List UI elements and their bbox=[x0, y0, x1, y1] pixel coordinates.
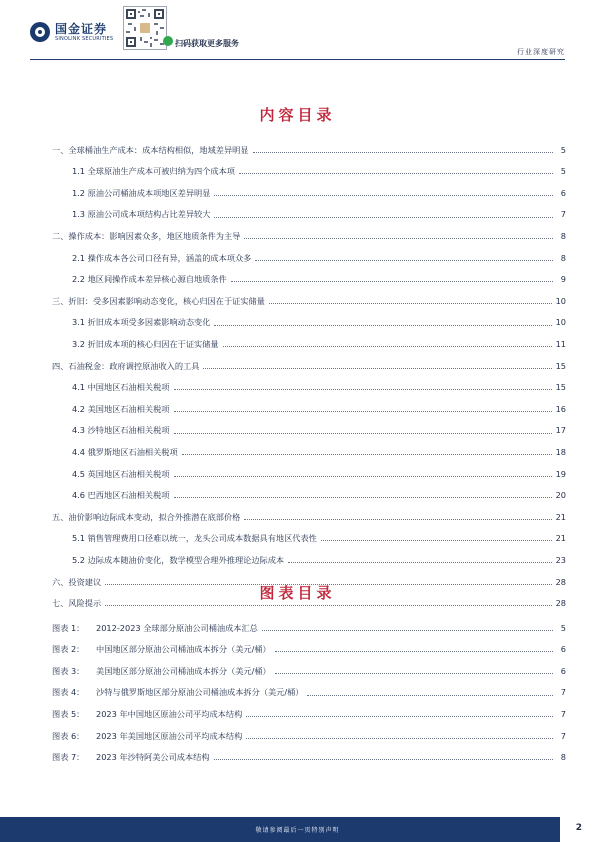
figure-leader-dots bbox=[307, 695, 553, 696]
toc-entry-label: 1.2 原油公司桶油成本项地区差异明显 bbox=[72, 187, 211, 198]
toc-entry-page: 23 bbox=[555, 554, 566, 565]
toc-entry-page: 16 bbox=[555, 403, 566, 414]
figure-leader-dots bbox=[275, 673, 553, 674]
toc-entry-page: 21 bbox=[555, 533, 566, 544]
figure-entry[interactable] bbox=[52, 725, 566, 747]
toc-title: 内容目录 bbox=[259, 106, 336, 124]
figure-entry-page: 8 bbox=[560, 752, 566, 763]
figure-entry[interactable] bbox=[52, 639, 566, 661]
figure-entry-page: 5 bbox=[560, 622, 566, 633]
toc-entry-label: 1.3 原油公司成本项结构占比差异较大 bbox=[72, 209, 211, 220]
toc-leader-dots bbox=[269, 303, 552, 304]
toc-entry-page: 10 bbox=[555, 317, 566, 328]
toc-leader-dots bbox=[253, 152, 553, 153]
figure-entry-label: 2023 年沙特阿美公司成本结构 bbox=[96, 752, 210, 763]
figures-title: 图表目录 bbox=[259, 584, 336, 602]
figure-entry[interactable] bbox=[52, 660, 566, 682]
figure-leader-dots bbox=[246, 738, 553, 739]
figure-entry-number: 图表 6： bbox=[52, 730, 85, 741]
figure-entry-label: 美国地区部分原油公司桶油成本拆分（美元/桶） bbox=[96, 665, 271, 676]
figure-entry-label: 2023 年中国地区原油公司平均成本结构 bbox=[96, 709, 243, 720]
toc-entry-label: 4.6 巴西地区石油相关税项 bbox=[72, 490, 170, 501]
qr-center-badge-icon bbox=[139, 22, 151, 34]
toc-entry-label: 3.2 折旧成本项的核心归因在于证实储量 bbox=[72, 339, 219, 350]
toc-entry-page: 7 bbox=[560, 209, 566, 220]
toc-leader-dots bbox=[244, 519, 551, 520]
qr-code-icon[interactable] bbox=[123, 6, 167, 50]
figure-entry-label: 中国地区部分原油公司桶油成本拆分（美元/桶） bbox=[96, 644, 271, 655]
toc-entry[interactable] bbox=[52, 398, 566, 420]
toc-entry-page: 5 bbox=[560, 144, 566, 155]
toc-entry-page: 20 bbox=[555, 490, 566, 501]
toc-entry[interactable] bbox=[52, 420, 566, 442]
figure-leader-dots bbox=[214, 759, 553, 760]
logo-name-cn: 国金证券 bbox=[55, 21, 108, 36]
figure-entry-number: 图表 2： bbox=[52, 644, 85, 655]
toc-leader-dots bbox=[174, 411, 552, 412]
toc-entry[interactable] bbox=[52, 333, 566, 355]
toc-leader-dots bbox=[288, 562, 551, 563]
toc-entry-page: 5 bbox=[560, 166, 566, 177]
header-divider bbox=[30, 59, 565, 60]
toc-entry-label: 3.1 折旧成本项受多因素影响动态变化 bbox=[72, 317, 211, 328]
toc-entry-label: 六、投资建议 bbox=[52, 576, 102, 587]
toc-entry[interactable] bbox=[52, 269, 566, 291]
toc-leader-dots bbox=[231, 281, 553, 282]
toc-entry-label: 4.1 中国地区石油相关税项 bbox=[72, 382, 170, 393]
toc-entry-page: 18 bbox=[555, 447, 566, 457]
toc-entry-label: 4.5 英国地区石油相关税项 bbox=[72, 468, 170, 479]
toc-leader-dots bbox=[255, 260, 553, 261]
toc-entry-label: 2.2 地区间操作成本差异核心源自地质条件 bbox=[72, 274, 227, 285]
toc-entry[interactable] bbox=[52, 377, 566, 399]
figure-entry-label: 2023 年美国地区原油公司平均成本结构 bbox=[96, 730, 243, 741]
figure-entry[interactable] bbox=[52, 617, 566, 639]
toc-entry-page: 28 bbox=[555, 598, 566, 609]
figure-leader-dots bbox=[275, 651, 553, 652]
toc-entry[interactable] bbox=[52, 247, 566, 269]
toc-entry-page: 8 bbox=[560, 252, 566, 263]
toc-leader-dots bbox=[244, 238, 553, 239]
figure-entry-label: 沙特与俄罗斯地区部分原油公司桶油成本拆分（美元/桶） bbox=[96, 687, 304, 698]
figure-entry-page: 7 bbox=[560, 730, 566, 741]
toc-leader-dots bbox=[174, 476, 552, 477]
footer-disclaimer: 敬请参阅最后一页特别声明 bbox=[255, 827, 340, 834]
logo-mark-icon bbox=[30, 22, 50, 42]
figure-entry-page: 6 bbox=[560, 644, 566, 655]
figure-entry-page: 7 bbox=[560, 687, 566, 698]
toc-entry[interactable] bbox=[52, 225, 566, 247]
toc-entry-page: 15 bbox=[555, 382, 566, 393]
toc-entry[interactable] bbox=[52, 161, 566, 183]
toc-entry[interactable] bbox=[52, 528, 566, 550]
toc-leader-dots bbox=[182, 454, 552, 455]
toc-leader-dots bbox=[203, 368, 551, 369]
toc-entry-label: 2.1 操作成本各公司口径有异，涵盖的成本项众多 bbox=[72, 252, 252, 263]
toc-leader-dots bbox=[174, 497, 552, 498]
toc-leader-dots bbox=[321, 540, 552, 541]
figure-entry-number: 图表 1： bbox=[52, 622, 85, 633]
toc-entry-page: 6 bbox=[560, 187, 566, 198]
toc-entry[interactable] bbox=[52, 204, 566, 226]
wechat-icon bbox=[163, 36, 173, 46]
toc-entry-page: 21 bbox=[555, 511, 566, 522]
toc-entry[interactable] bbox=[52, 312, 566, 334]
toc-leader-dots bbox=[239, 173, 553, 174]
toc-leader-dots bbox=[223, 346, 552, 347]
figure-entry-number: 图表 7： bbox=[52, 752, 85, 763]
toc-entry-label: 4.2 美国地区石油相关税项 bbox=[72, 403, 170, 414]
toc-list bbox=[52, 139, 566, 614]
page-header bbox=[0, 0, 595, 70]
toc-entry[interactable] bbox=[52, 463, 566, 485]
toc-entry-page: 28 bbox=[555, 576, 566, 587]
toc-entry-page: 11 bbox=[555, 339, 566, 350]
toc-leader-dots bbox=[214, 325, 551, 326]
toc-entry-page: 19 bbox=[555, 468, 566, 479]
figures-list bbox=[52, 617, 566, 768]
toc-entry[interactable] bbox=[52, 441, 566, 463]
figure-entry[interactable] bbox=[52, 703, 566, 725]
toc-entry-page: 17 bbox=[555, 425, 566, 436]
toc-entry-page: 10 bbox=[555, 295, 566, 306]
toc-leader-dots bbox=[214, 195, 553, 196]
company-logo bbox=[30, 22, 113, 42]
toc-entry-label: 二、操作成本：影响因素众多，地区地质条件为主导 bbox=[52, 231, 241, 242]
figure-leader-dots bbox=[262, 630, 553, 631]
toc-entry-label: 一、全球桶油生产成本：成本结构相似，地域差异明显 bbox=[52, 144, 249, 155]
logo-name-en: SINOLINK SECURITIES bbox=[55, 35, 114, 42]
qr-caption: 扫码获取更多服务 bbox=[175, 39, 239, 48]
toc-entry[interactable] bbox=[52, 485, 566, 507]
toc-entry-label: 4.4 俄罗斯地区石油相关税项 bbox=[72, 447, 178, 457]
toc-entry-label: 七、风险提示 bbox=[52, 598, 102, 609]
toc-entry[interactable] bbox=[52, 549, 566, 571]
page-number: 2 bbox=[575, 823, 582, 833]
toc-leader-dots bbox=[174, 389, 552, 390]
figure-entry-label: 2012-2023 全球部分原油公司桶油成本汇总 bbox=[96, 622, 258, 633]
toc-entry-label: 5.1 销售管理费用口径难以统一，龙头公司成本数据具有地区代表性 bbox=[72, 533, 317, 544]
toc-entry-label: 5.2 边际成本随油价变化，数学模型合理外推理论边际成本 bbox=[72, 554, 285, 565]
toc-entry-label: 4.3 沙特地区石油相关税项 bbox=[72, 425, 170, 436]
toc-entry-label: 五、油价影响边际成本变动，拟合外推潜在底部价格 bbox=[52, 511, 241, 522]
toc-leader-dots bbox=[214, 217, 553, 218]
figure-entry-number: 图表 3： bbox=[52, 665, 85, 676]
report-type-label: 行业深度研究 bbox=[517, 48, 565, 56]
toc-entry-label: 三、折旧：受多因素影响动态变化，核心归因在于证实储量 bbox=[52, 295, 265, 306]
toc-entry-page: 8 bbox=[560, 231, 566, 242]
figure-entry[interactable] bbox=[52, 747, 566, 769]
toc-leader-dots bbox=[174, 433, 552, 434]
figure-entry[interactable] bbox=[52, 682, 566, 704]
figure-leader-dots bbox=[246, 716, 553, 717]
toc-entry[interactable] bbox=[52, 182, 566, 204]
toc-entry-label: 四、石油税金：政府调控原油收入的工具 bbox=[52, 360, 200, 371]
toc-entry-label: 1.1 全球原油生产成本可被归纳为四个成本项 bbox=[72, 166, 235, 177]
toc-entry-page: 9 bbox=[560, 274, 566, 285]
toc-entry[interactable] bbox=[52, 290, 566, 312]
figure-entry-page: 7 bbox=[560, 709, 566, 720]
toc-entry[interactable] bbox=[52, 355, 566, 377]
toc-entry-page: 15 bbox=[555, 360, 566, 371]
toc-entry[interactable] bbox=[52, 506, 566, 528]
toc-leader-dots bbox=[105, 605, 551, 606]
figure-entry-number: 图表 4： bbox=[52, 687, 85, 698]
toc-entry[interactable] bbox=[52, 139, 566, 161]
figure-entry-number: 图表 5： bbox=[52, 709, 85, 720]
figure-entry-page: 6 bbox=[560, 665, 566, 676]
